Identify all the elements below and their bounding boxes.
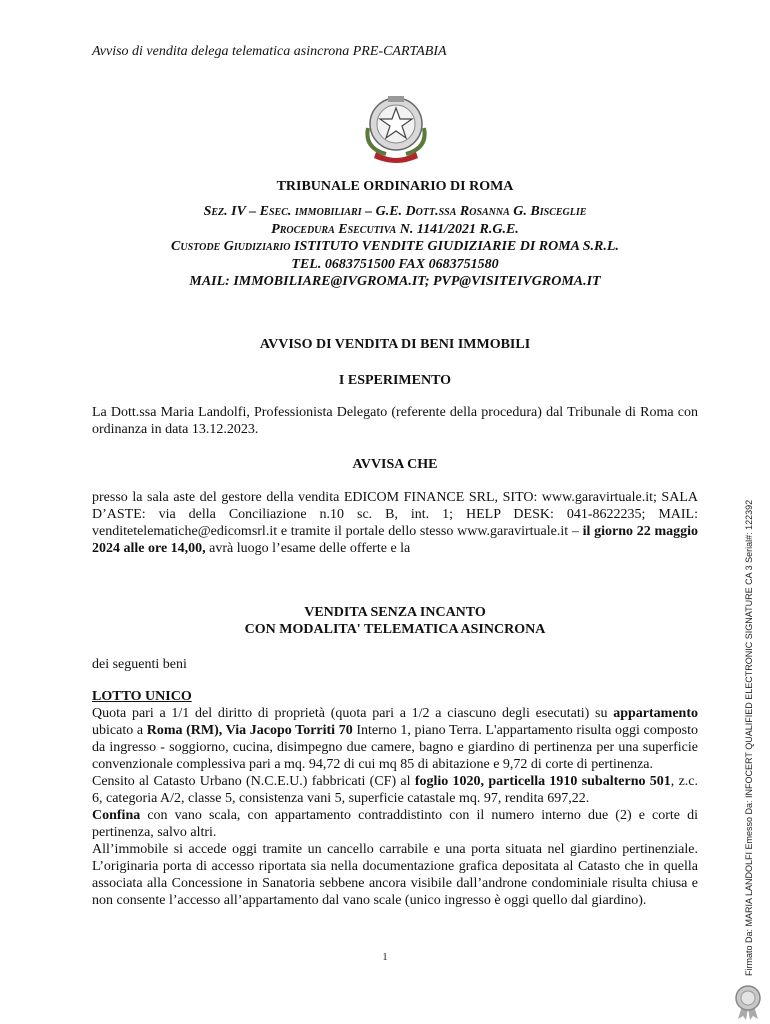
boundaries: Confina con vano scala, con appartamento contraddistinto con il numero interno due (2) e corte di pertinenza, salvo altri. [92,808,698,840]
court-section-line: Sez. IV – Esec. immobiliari – G.E. Dott.ssa Rosanna G. Bisceglie [203,204,587,219]
digital-signature-text: Firmato Da: MARIA LANDOLFI Emesso Da: INFOCERT QUALIFIED ELECTRONIC SIGNATURE CA 3 Serial#: 122392 [744,499,754,976]
auction-venue-paragraph: presso la sala aste del gestore della vendita EDICOM FINANCE SRL, SITO: www.garavirtuale.it; SALA D’ASTE: via della Conciliazione n.10 sc. B, int. 1; HELP DESK: 041-8622235; MAIL: venditetelematiche@edicomsrl.it e tramite il portale dello stesso www.garavirtuale.it – il giorno 22 maggio 2024 alle ore 14,00, avrà luogo l’esame delle offerte e la [92,490,698,556]
header-note: Avviso di vendita delega telematica asincrona PRE-CARTABIA [92,44,447,59]
auction-date: il giorno 22 maggio 2024 alle ore 14,00, [92,524,698,556]
avvisa-che-heading: AVVISA CHE [352,457,438,472]
cadastral-data: Censito al Catasto Urbano (N.C.E.U.) fabbricati (CF) al foglio 1020, particella 1910 subalterno 501, z.c. 6, categoria A/2, classe 5, consistenza vani 5, superficie catastale mq. 97, rendita 697,22. [92,774,699,806]
custodian-line: Custode Giudiziario ISTITUTO VENDITE GIUDIZIARIE DI ROMA S.R.L. [171,239,619,254]
intro-paragraph: La Dott.ssa Maria Landolfi, Professionista Delegato (referente della procedura) dal Tribunale di Roma con ordinanza in data 13.12.2023. [92,405,698,437]
property-address: Roma (RM), Via Jacopo Torriti 70 [146,723,353,738]
court-details [92,203,698,291]
email-line: MAIL: IMMOBILIARE@IVGROMA.IT; PVP@VISITEIVGROMA.IT [189,274,601,289]
court-title: TRIBUNALE ORDINARIO DI ROMA [276,179,514,194]
signature-seal-icon [730,984,766,1020]
sale-heading: VENDITA SENZA INCANTO CON MODALITA' TELEMATICA ASINCRONA [244,605,546,637]
access-description: All’immobile si accede oggi tramite un cancello carrabile e una porta situata nel giardino pertinenziale. L’originaria porta di accesso riportata sia nella documentazione grafica depositata al Catasto che in quella associata alla Concessione in Sanatoria sebbene ancora visibile dall’androne condominiale risulta chiusa e non consente l’accesso all’appartamento dal vano scale (unico ingresso è oggi quello dal giardino). [92,842,698,908]
procedure-line: Procedura Esecutiva N. 1141/2021 R.G.E. [271,221,519,237]
lot-title: LOTTO UNICO [92,689,192,704]
phone-fax-line: TEL. 0683751500 FAX 0683751580 [291,256,499,272]
italian-republic-emblem-icon [358,88,434,168]
page-number: 1 [382,952,388,963]
notice-heading: AVVISO DI VENDITA DI BENI IMMOBILI [259,337,531,352]
experiment-heading: I ESPERIMENTO [338,373,452,388]
goods-intro: dei seguenti beni [92,657,187,672]
lot-description: Quota pari a 1/1 del diritto di proprietà (quota pari a 1/2 a ciascuno degli esecutati) su appartamento ubicato a Roma (RM), Via Jacopo Torriti 70 Interno 1, piano Terra. L'appartamento risulta oggi composto da ingresso - soggiorno, cucina, disimpegno due camere, bagno e giardino di pertinenza per una superficie convenzionale complessiva pari a mq. 94,72 di cui mq 85 di abitazione e 9,72 di corte di pertinenza. Censito al Catasto Urbano (N.C.E.U.) fabbricati (CF) al foglio 1020, particella 1910 subalterno 501, z.c. 6, categoria A/2, classe 5, consistenza vani 5, superficie catastale mq. 97, rendita 697,22. Confina con vano scala, con appartamento contraddistinto con il numero interno due (2) e corte di pertinenza, salvo altri. All’immobile si accede oggi tramite un cancello carrabile e una porta situata nel giardino pertinenziale. L’originaria porta di accesso riportata sia nella documentazione grafica depositata al Catasto che in quella associata alla Concessione in Sanatoria sebbene ancora visibile dall’androne condominiale risulta chiusa e non consente l’accesso all’appartamento dal vano scale (unico ingresso è oggi quello dal giardino). [92,706,699,908]
